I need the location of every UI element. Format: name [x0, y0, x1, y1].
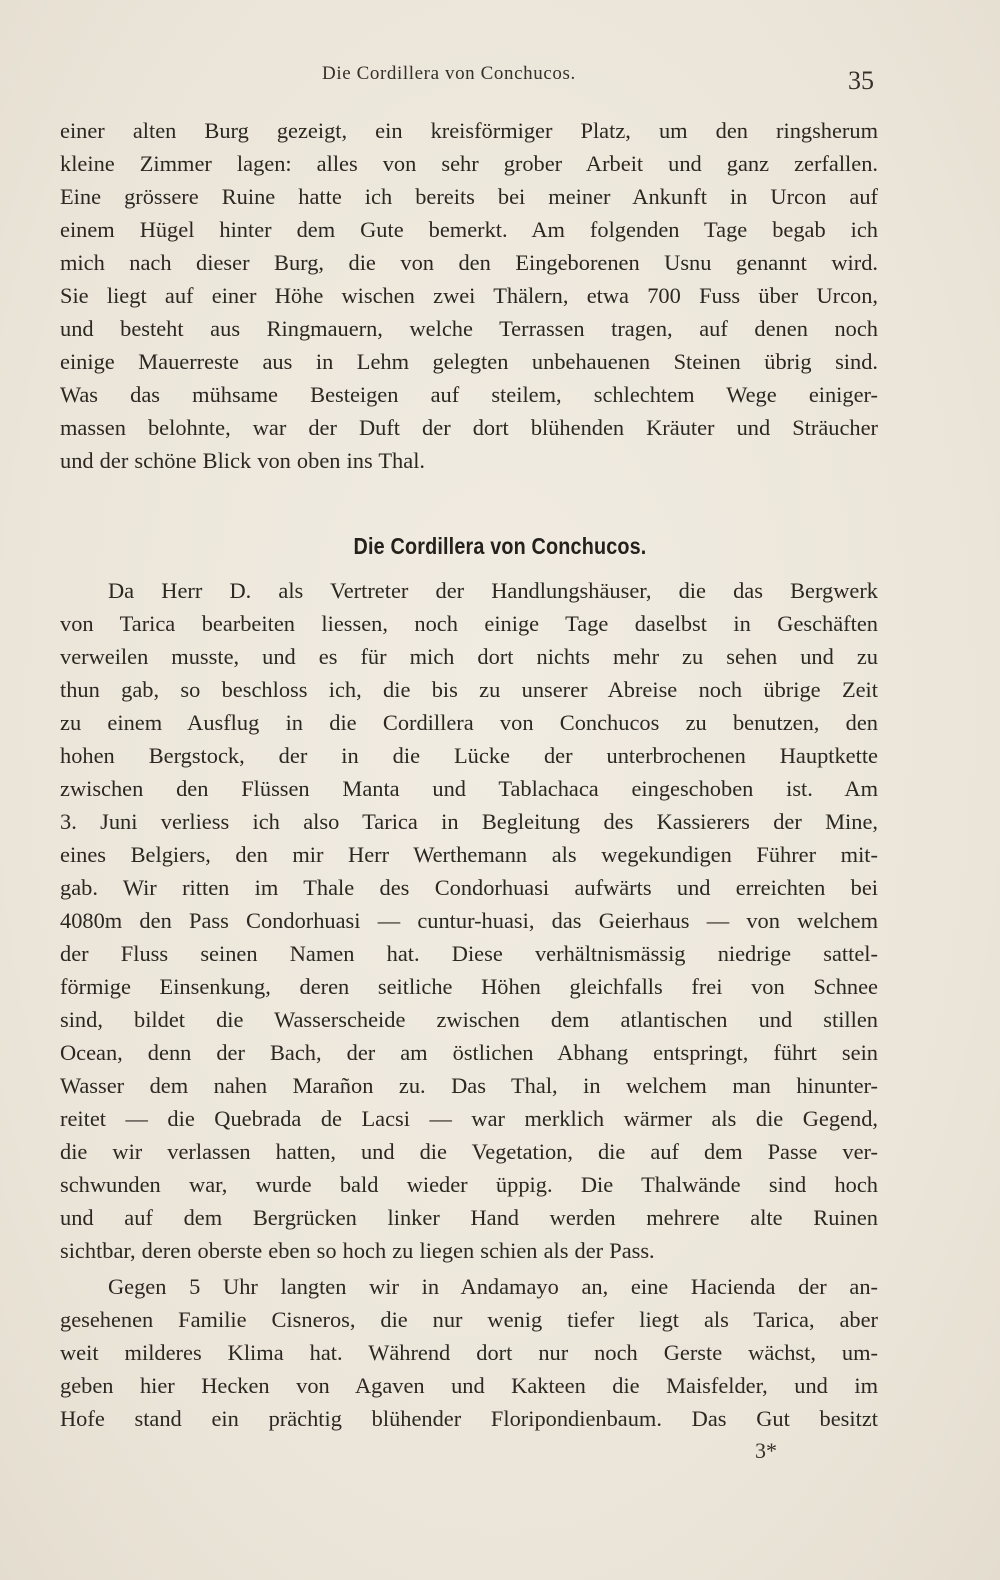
text-line: der Fluss seinen Namen hat. Diese verhältnismässig niedrige sattel- [60, 941, 878, 966]
signature-mark: 3* [755, 1438, 777, 1463]
text-line: hohen Bergstock, der in die Lücke der unterbrochenen Hauptkette [60, 743, 878, 768]
paragraph-2 [60, 574, 878, 1267]
text-line: und auf dem Bergrücken linker Hand werden mehrere alte Ruinen [60, 1205, 878, 1230]
running-title: Die Cordillera von Conchucos. [322, 63, 576, 84]
paragraph-1 [60, 114, 878, 477]
text-line: Da Herr D. als Vertreter der Handlungshäuser, die das Bergwerk [108, 578, 878, 603]
text-line: förmige Einsenkung, deren seitliche Höhen gleichfalls frei von Schnee [60, 974, 878, 999]
text-line: eines Belgiers, den mir Herr Werthemann als wegekundigen Führer mit- [60, 842, 878, 867]
text-line: gab. Wir ritten im Thale des Condorhuasi aufwärts und erreichten bei [60, 875, 878, 900]
text-line: von Tarica bearbeiten liessen, noch einige Tage daselbst in Geschäften [60, 611, 878, 636]
text-line: Gegen 5 Uhr langten wir in Andamayo an, eine Hacienda der an- [108, 1274, 878, 1299]
text-line: 4080m den Pass Condorhuasi — cuntur-huasi, das Geierhaus — von welchem [60, 908, 878, 933]
text-line: und der schöne Blick von oben ins Thal. [60, 448, 426, 473]
text-line: Hofe stand ein prächtig blühender Floripondienbaum. Das Gut besitzt [60, 1406, 878, 1431]
text-line: reitet — die Quebrada de Lacsi — war merklich wärmer als die Gegend, [60, 1106, 878, 1131]
text-line: schwunden war, wurde bald wieder üppig. Die Thalwände sind hoch [60, 1172, 878, 1197]
text-line: gesehenen Familie Cisneros, die nur wenig tiefer liegt als Tarica, aber [60, 1307, 878, 1332]
text-line: einige Mauerreste aus in Lehm gelegten unbehauenen Steinen übrig sind. [60, 349, 878, 374]
text-line: thun gab, so beschloss ich, die bis zu unserer Abreise noch übrige Zeit [60, 677, 878, 702]
text-line: Ocean, denn der Bach, der am östlichen Abhang entspringt, führt sein [60, 1040, 878, 1065]
text-line: einem Hügel hinter dem Gute bemerkt. Am folgenden Tage begab ich [60, 217, 878, 242]
text-line: zwischen den Flüssen Manta und Tablachaca eingeschoben ist. Am [60, 776, 878, 801]
text-line: Wasser dem nahen Marañon zu. Das Thal, in welchem man hinunter- [60, 1073, 878, 1098]
text-line: sichtbar, deren oberste eben so hoch zu liegen schien als der Pass. [60, 1238, 655, 1263]
text-line: und besteht aus Ringmauern, welche Terrassen tragen, auf denen noch [60, 316, 878, 341]
text-line: verweilen musste, und es für mich dort nichts mehr zu sehen und zu [60, 644, 878, 669]
text-line: kleine Zimmer lagen: alles von sehr grober Arbeit und ganz zerfallen. [60, 151, 878, 176]
text-line: massen belohnte, war der Duft der dort blühenden Kräuter und Sträucher [60, 415, 878, 440]
text-line: geben hier Hecken von Agaven und Kakteen die Maisfelder, und im [60, 1373, 878, 1398]
text-line: einer alten Burg gezeigt, ein kreisförmiger Platz, um den ringsherum [60, 118, 878, 143]
paragraph-3 [60, 1270, 878, 1435]
section-heading: Die Cordillera von Conchucos. [353, 533, 647, 559]
text-line: Eine grössere Ruine hatte ich bereits bei meiner Ankunft in Urcon auf [60, 184, 878, 209]
text-line: Was das mühsame Besteigen auf steilem, schlechtem Wege einiger- [60, 382, 878, 407]
text-line: zu einem Ausflug in die Cordillera von Conchucos zu benutzen, den [60, 710, 878, 735]
text-line: Sie liegt auf einer Höhe wischen zwei Thälern, etwa 700 Fuss über Urcon, [60, 283, 878, 308]
text-line: weit milderes Klima hat. Während dort nur noch Gerste wächst, um- [60, 1340, 878, 1365]
text-line: die wir verlassen hatten, und die Vegetation, die auf dem Passe ver- [60, 1139, 878, 1164]
page-number: 35 [848, 66, 874, 95]
text-line: sind, bildet die Wasserscheide zwischen dem atlantischen und stillen [60, 1007, 878, 1032]
text-line: 3. Juni verliess ich also Tarica in Begleitung des Kassierers der Mine, [60, 809, 878, 834]
text-line: mich nach dieser Burg, die von den Eingeborenen Usnu genannt wird. [60, 250, 878, 275]
